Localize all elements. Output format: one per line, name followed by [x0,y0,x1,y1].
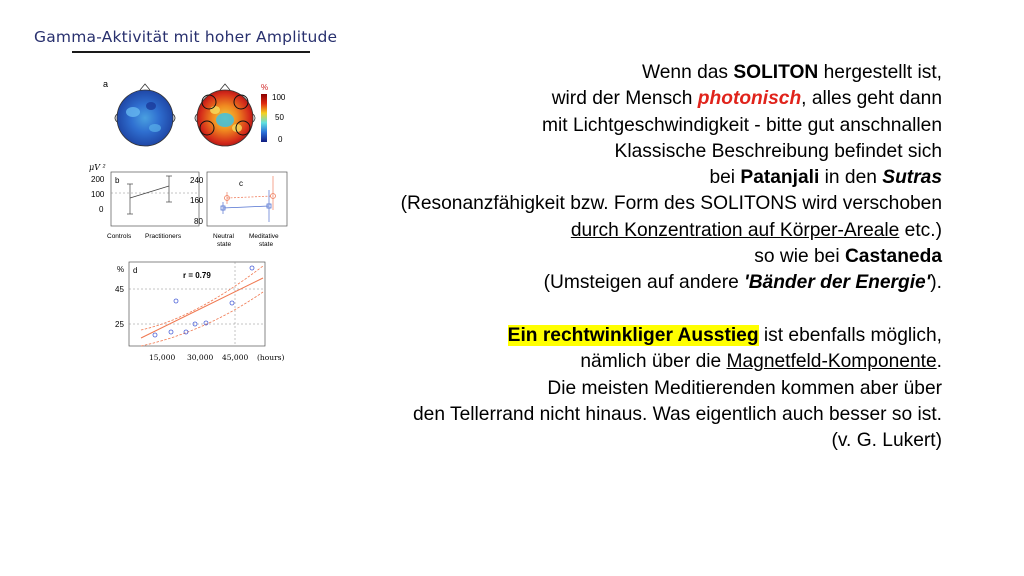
color-scale-tick: 100 [272,93,286,102]
color-scale-unit: % [261,83,269,92]
panel-c-label: c [239,179,243,188]
panel-d-ytick: 45 [115,285,124,294]
panel-c-xlabel: state [259,241,274,248]
term-castaneda: Castaneda [844,246,942,268]
panel-a-label: a [103,79,109,89]
panel-c-xlabel: Meditative [249,233,279,240]
text-line-4: Klassische Beschreibung befindet sich [614,140,942,162]
text-line-6: (Resonanzfähigkeit bzw. Form des SOLITONS wird verschoben [400,193,942,215]
panel-d-label: d [133,266,138,275]
panel-b-ytick: 100 [91,190,105,199]
title-underline [72,51,310,53]
panel-d-unit: % [117,265,125,274]
term-magnetfeld: Magnetfeld-Komponente [726,351,937,373]
text-line-13: den Tellerrand nicht hinaus. Was eigentlich auch besser so ist. [412,403,942,425]
panel-b [89,163,199,240]
paragraph-gap [262,297,942,323]
term-patanjali: Patanjali [740,167,820,189]
text-line-5: bei Patanjali in den Sutras [709,167,942,189]
panel-c-ytick: 240 [190,176,204,185]
text-line-11: nämlich über die Magnetfeld-Komponente. [580,351,942,373]
panel-d-xtick: 15,000 [149,353,176,362]
term-soliton: SOLITON [733,62,819,83]
term-sutras: Sutras [882,167,942,189]
panel-c-xlabel: Neutral [213,233,234,240]
text-line-14: (v. G. Lukert) [831,430,942,452]
head-map-practitioners [195,84,255,146]
panel-b-unit: μV ² [89,163,106,172]
panel-d-xtick: 30,000 [187,353,214,362]
text-line-9: (Umsteigen auf andere 'Bänder der Energie'). [543,272,942,294]
term-baender: 'Bänder der Energie' [744,272,931,294]
panel-b-ytick: 200 [91,175,105,184]
panel-d-r-label: r = 0.79 [183,271,211,280]
highlight-ausstieg: Ein rechtwinkliger Ausstieg [507,324,759,346]
body-text [262,60,942,454]
panel-d-ytick: 25 [115,320,124,329]
text-line-8: so wie bei Castaneda [754,246,942,268]
color-scale-tick: 50 [275,113,284,122]
panel-d [115,262,285,362]
term-photonisch: photonisch [697,88,802,110]
panel-b-ytick: 0 [99,205,104,214]
panel-b-label: b [115,176,120,185]
text-line-12: Die meisten Meditierenden kommen aber über [547,377,942,399]
text-line-1: Wenn das SOLITON hergestellt ist, [641,62,942,83]
head-map-controls [115,84,175,146]
color-scale-tick: 0 [278,135,283,144]
panel-b-xlabel: Controls [107,233,132,240]
panel-b-series [127,176,172,214]
panel-d-xtick: 45,000 [222,353,249,362]
text-line-10: Ein rechtwinkliger Ausstieg ist ebenfalls möglich, [507,324,942,346]
text-line-3: mit Lichtgeschwindigkeit - bitte gut anschnallen [542,114,942,136]
panel-c-ytick: 160 [190,196,204,205]
text-line-7: durch Konzentration auf Körper-Areale etc.) [570,219,942,241]
panel-d-xunit: (hours) [257,353,285,362]
panel-a [103,79,286,146]
panel-b-xlabel: Practitioners [145,233,182,240]
figure-title: Gamma-Aktivität mit hoher Amplitude [34,28,338,46]
panel-c-ytick: 80 [194,217,203,226]
panel-c-xlabel: state [217,241,232,248]
text-line-2: wird der Mensch photonisch, alles geht dann [551,88,942,110]
